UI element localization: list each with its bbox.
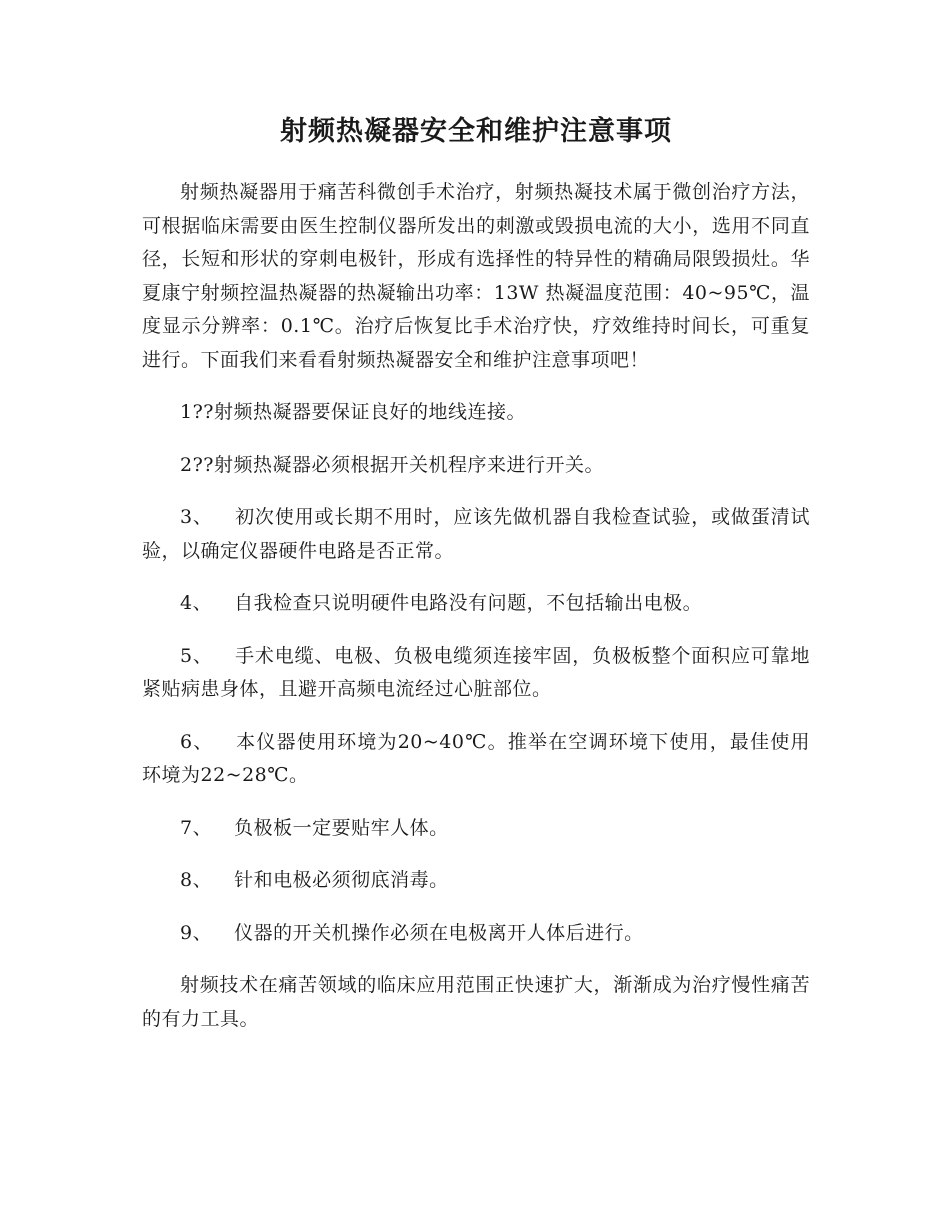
item-number: 9、 [180, 921, 213, 944]
item-number: 7、 [180, 816, 213, 839]
list-item [142, 501, 810, 568]
intro-paragraph: 射频热凝器用于痛苦科微创手术治疗，射频热凝技术属于微创治疗方法，可根据临床需要由医生控制仪器所发出的刺激或毁损电流的大小，选用不同直径，长短和形状的穿刺电极针，形成有选择性的特异性的精确局限毁损灶。华夏康宁射频控温热凝器的热凝输出功率：13W 热凝温度范围：40~95℃，温度显示分辨率：0.1℃。治疗后恢复比手术治疗快，疗效维持时间长，可重复进行。下面我们来看看射频热凝器安全和维护注意事项吧！ [142, 181, 810, 371]
item-text: 本仪器使用环境为20~40℃。推举在空调环境下使用，最佳使用环境为22~28℃。 [142, 730, 811, 786]
item-number: 2?? [180, 453, 214, 476]
list-item [142, 726, 810, 793]
item-number: 5、 [180, 644, 213, 667]
closing-paragraph: 射频技术在痛苦领域的临床应用范围正快速扩大，渐渐成为治疗慢性痛苦的有力工具。 [142, 974, 810, 1030]
item-number: 8、 [180, 869, 213, 891]
item-text: 射频热凝器必须根据开关机程序来进行开关。 [213, 453, 604, 476]
item-text: 手术电缆、电极、负极电缆须连接牢固，负极板整个面积应可靠地紧贴病患身体，且避开高频电流经过心脏部位。 [142, 644, 810, 700]
list-item [142, 449, 810, 483]
list-item [142, 587, 810, 621]
list-item [142, 864, 810, 898]
item-text: 自我检查只说明硬件电路没有问题，不包括输出电极。 [234, 592, 703, 614]
document-page [142, 108, 810, 1055]
item-text: 初次使用或长期不用时，应该先做机器自我检查试验，或做蛋清试验，以确定仪器硬件电路是否正常。 [142, 506, 810, 562]
list-item [142, 640, 810, 707]
item-text: 射频热凝器要保证良好的地线连接。 [213, 401, 526, 423]
list-item [142, 396, 810, 430]
item-number: 1?? [180, 401, 214, 423]
list-item [142, 917, 810, 951]
document-title: 射频热凝器安全和维护注意事项 [280, 116, 672, 147]
item-number: 6、 [180, 730, 214, 753]
item-text: 仪器的开关机操作必须在电极离开人体后进行。 [234, 921, 644, 944]
item-number: 4、 [180, 592, 213, 614]
item-text: 针和电极必须彻底消毒。 [234, 869, 449, 891]
item-number: 3、 [180, 506, 213, 528]
item-text: 负极板一定要贴牢人体。 [234, 816, 449, 839]
list-item [142, 812, 810, 846]
